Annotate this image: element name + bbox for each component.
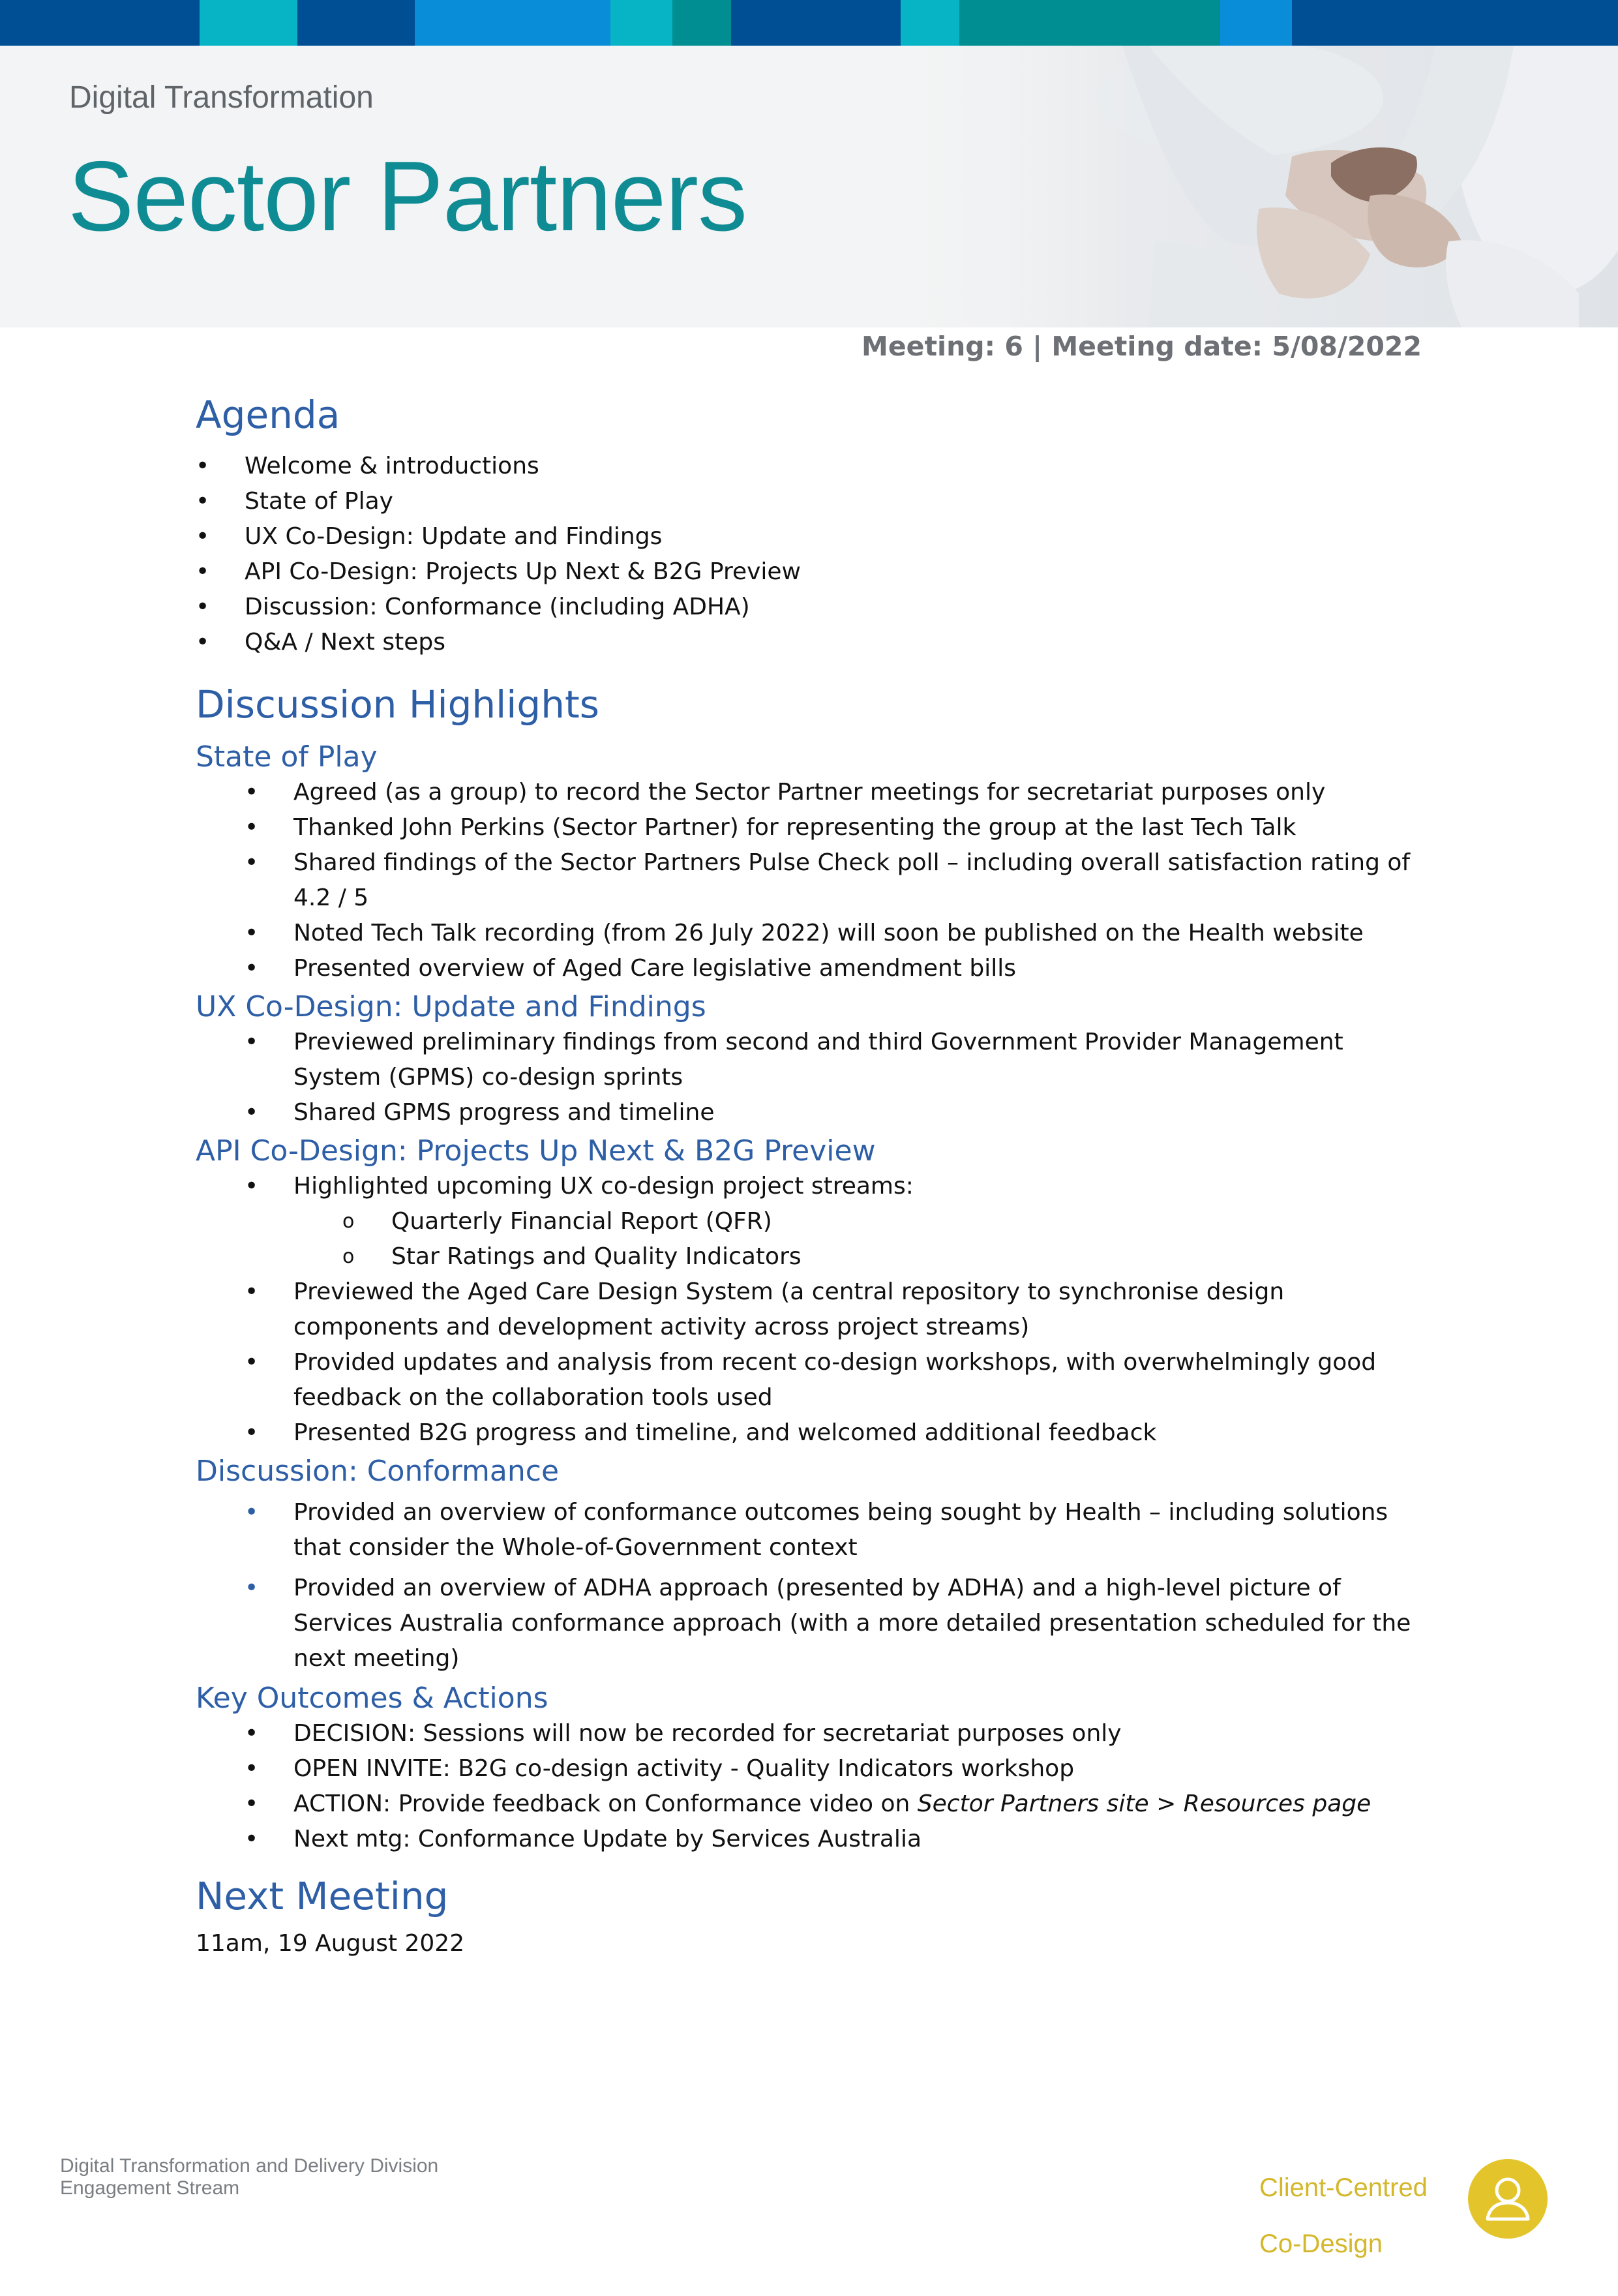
api-co-design-list: [196, 1169, 1435, 1451]
list-item: • Highlighted upcoming UX co-design project streams:: [196, 1169, 1435, 1204]
section-heading-api-co-design: API Co-Design: Projects Up Next & B2G Preview: [196, 1134, 876, 1168]
person-icon: [1468, 2159, 1548, 2239]
footer-division-name: Digital Transformation and Delivery Division: [60, 2155, 439, 2177]
header-hands-photo: [875, 46, 1618, 327]
list-item: • Noted Tech Talk recording (from 26 July 2022) will soon be published on the Health website: [196, 916, 1435, 951]
state-of-play-list: [196, 775, 1435, 986]
list-item: • Presented overview of Aged Care legislative amendment bills: [196, 951, 1435, 986]
document-body: [196, 391, 1435, 1961]
header-band: [0, 46, 1618, 327]
list-item: • Previewed preliminary findings from second and third Government Provider Management System (GPMS) co-design sprints: [196, 1025, 1435, 1095]
list-item: • Next mtg: Conformance Update by Services Australia: [196, 1822, 1435, 1857]
list-item: [196, 1787, 1435, 1822]
agenda-item: • API Co-Design: Projects Up Next & B2G Preview: [196, 554, 1435, 590]
section-heading-key-outcomes: Key Outcomes & Actions: [196, 1682, 548, 1715]
discussion-highlights-heading: Discussion Highlights: [196, 682, 599, 727]
list-item: • Presented B2G progress and timeline, and welcomed additional feedback: [196, 1415, 1435, 1451]
stripe-segment: [610, 0, 672, 46]
conformance-list: [196, 1495, 1435, 1676]
section-heading-state-of-play: State of Play: [196, 740, 378, 774]
agenda-heading: Agenda: [196, 393, 340, 437]
agenda-item: • Q&A / Next steps: [196, 625, 1435, 660]
footer-stream-name: Engagement Stream: [60, 2177, 240, 2199]
stripe-segment: [0, 0, 200, 46]
hands-together-illustration: [875, 46, 1618, 327]
list-item: • Previewed the Aged Care Design System (a central repository to synchronise design components and development activity across project streams): [196, 1275, 1435, 1345]
section-heading-conformance: Discussion: Conformance: [196, 1454, 560, 1488]
list-item: • Shared findings of the Sector Partners Pulse Check poll – including overall satisfaction rating of 4.2 / 5: [196, 845, 1435, 916]
footer-division: [60, 2155, 438, 2199]
list-item: • Agreed (as a group) to record the Sector Partner meetings for secretariat purposes only: [196, 775, 1435, 810]
co-design-badge: [1468, 2159, 1548, 2239]
header-kicker: Digital Transformation: [69, 80, 374, 115]
co-design-label: [1259, 2160, 1428, 2272]
stripe-segment: [297, 0, 415, 46]
meeting-info: Meeting: 6 | Meeting date: 5/08/2022: [861, 331, 1422, 362]
stripe-segment: [731, 0, 901, 46]
list-item: • Thanked John Perkins (Sector Partner) for representing the group at the last Tech Talk: [196, 810, 1435, 845]
co-design-line-1: Client-Centred: [1259, 2173, 1428, 2202]
sub-list-item: o Star Ratings and Quality Indicators: [196, 1239, 1435, 1275]
agenda-item: • UX Co-Design: Update and Findings: [196, 519, 1435, 554]
section-heading-ux-co-design: UX Co-Design: Update and Findings: [196, 989, 706, 1023]
action-text: ACTION: Provide feedback on Conformance video on: [293, 1790, 918, 1818]
stripe-segment: [1292, 0, 1618, 46]
ux-co-design-list: [196, 1025, 1435, 1130]
list-item: • Provided an overview of conformance outcomes being sought by Health – including solutions that consider the Whole-of-Government context: [196, 1495, 1435, 1565]
stripe-segment: [672, 0, 731, 46]
page-title: Sector Partners: [68, 141, 747, 252]
agenda-item: • State of Play: [196, 484, 1435, 519]
stripe-segment: [415, 0, 610, 46]
next-meeting-heading: Next Meeting: [196, 1874, 449, 1919]
agenda-list: [196, 449, 1435, 660]
stripe-segment: [959, 0, 1220, 46]
header-color-stripe: [0, 0, 1618, 46]
list-item: • OPEN INVITE: B2G co-design activity - Quality Indicators workshop: [196, 1751, 1435, 1787]
stripe-segment: [200, 0, 297, 46]
resources-page-reference: Sector Partners site > Resources page: [917, 1790, 1371, 1818]
stripe-segment: [1220, 0, 1292, 46]
list-item: • Provided updates and analysis from recent co-design workshops, with overwhelmingly good feedback on the collaboration tools used: [196, 1345, 1435, 1415]
list-item: • Provided an overview of ADHA approach (presented by ADHA) and a high-level picture of Services Australia conformance approach (with a more detailed presentation scheduled for the next meeting): [196, 1571, 1435, 1676]
next-meeting-date: 11am, 19 August 2022: [196, 1929, 465, 1957]
key-outcomes-list: [196, 1716, 1435, 1857]
stripe-segment: [901, 0, 959, 46]
agenda-item: • Discussion: Conformance (including ADHA): [196, 590, 1435, 625]
co-design-line-2: Co-Design: [1259, 2229, 1383, 2258]
sub-list-item: o Quarterly Financial Report (QFR): [196, 1204, 1435, 1239]
agenda-item: • Welcome & introductions: [196, 449, 1435, 484]
list-item: • DECISION: Sessions will now be recorded for secretariat purposes only: [196, 1716, 1435, 1751]
list-item: • Shared GPMS progress and timeline: [196, 1095, 1435, 1130]
